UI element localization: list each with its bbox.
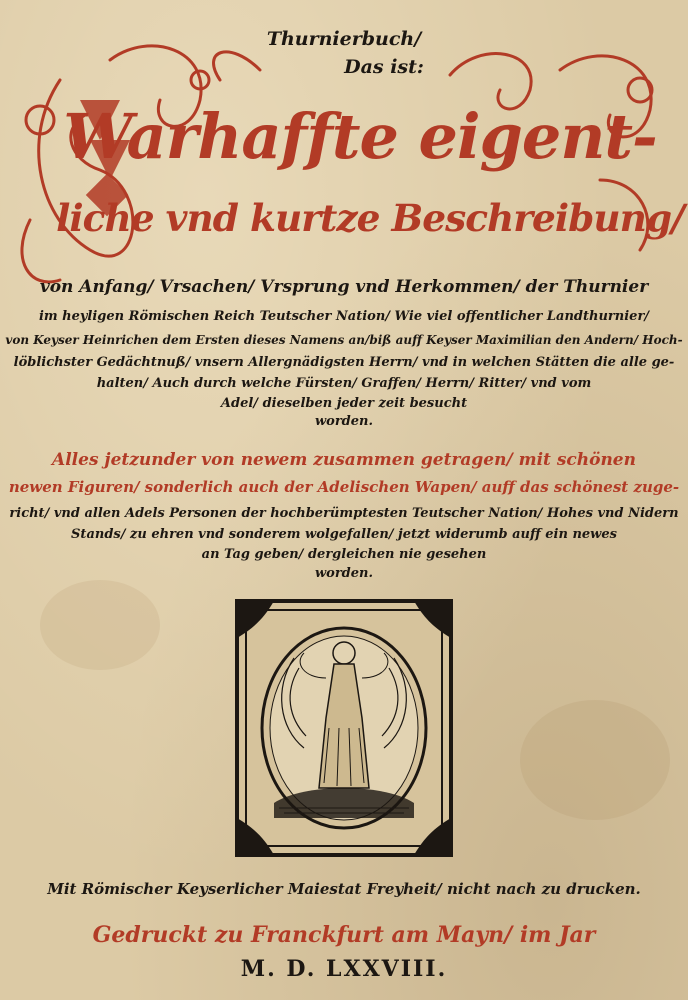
paper-stain <box>520 700 670 820</box>
body-line: worden. <box>314 566 374 581</box>
display-title-line-2: liche vnd kurtze Beschreibung/ <box>56 196 684 240</box>
privilege-line: Mit Römischer Keyserlicher Maiestat Freyheit/ nicht nach zu drucken. <box>47 880 641 898</box>
body-line: richt/ vnd allen Adels Personen der hochberümptesten Teutscher Nation/ Hohes vnd Nidern <box>9 506 679 521</box>
body-line: von Anfang/ Vrsachen/ Vrsprung vnd Herkommen/ der Thurnier <box>39 277 649 297</box>
body-line: von Keyser Heinrichen dem Ersten dieses Namens an/biß auff Keyser Maximilian den Andern/ Hoch- <box>5 333 683 347</box>
heading-line-1: Thurnierbuch/ <box>266 28 422 50</box>
year-line: M. D. LXXVIII. <box>240 956 448 982</box>
body-line: Stands/ zu ehren vnd sonderem wolgefallen/ jetzt widerumb auff ein newes <box>71 527 617 542</box>
red-body-line: newen Figuren/ sonderlich auch der Adelischen Wapen/ auff das schönest zuge- <box>8 478 680 496</box>
body-line: worden. <box>314 414 374 429</box>
red-body-line: Alles jetzunder von newem zusammen getragen/ mit schönen <box>52 450 636 470</box>
body-line: an Tag geben/ dergleichen nie gesehen <box>201 547 487 562</box>
body-line: halten/ Auch durch welche Fürsten/ Graffen/ Herrn/ Ritter/ vnd vom <box>96 376 592 391</box>
paper-stain <box>40 580 160 670</box>
imprint-line: Gedruckt zu Franckfurt am Mayn/ im Jar <box>92 922 596 948</box>
display-title-line-1: Warhaffte eigent- <box>63 100 657 173</box>
body-line: löblichster Gedächtnuß/ vnsern Allergnädigsten Herrn/ vnd in welchen Stätten die alle ge- <box>13 355 675 370</box>
body-line: Adel/ dieselben jeder zeit besucht <box>220 396 468 411</box>
body-line: im heyligen Römischen Reich Teutscher Nation/ Wie viel offentlicher Landthurnier/ <box>38 309 650 324</box>
woodcut-illustration <box>234 598 454 858</box>
heading-line-2: Das ist: <box>344 56 424 78</box>
